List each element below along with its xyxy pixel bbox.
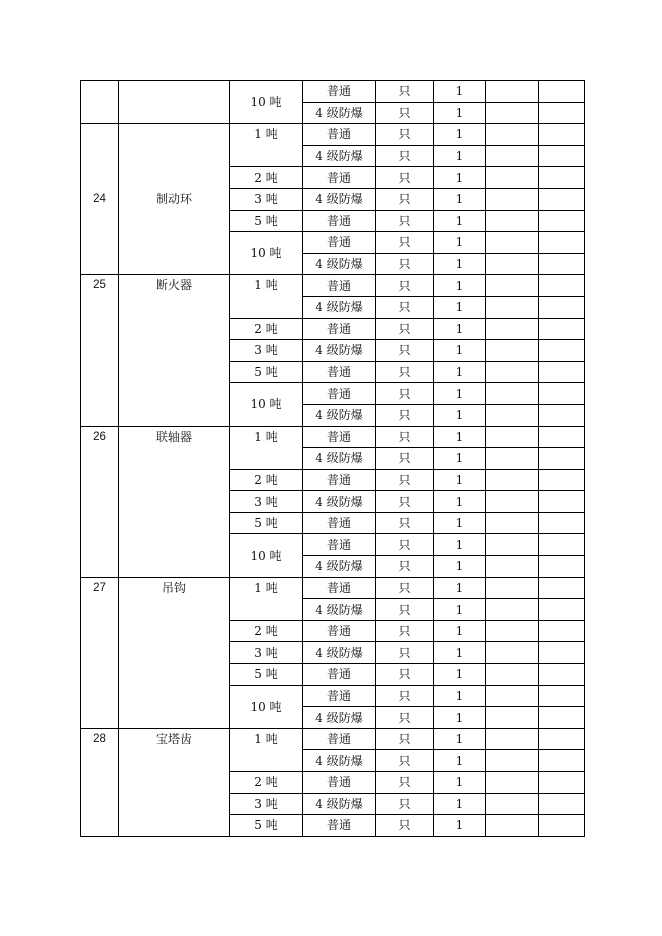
item-number-cell: 26 xyxy=(81,426,119,577)
empty-cell xyxy=(539,296,585,318)
item-name-cell: 联轴器 xyxy=(119,426,230,577)
type-cell: 普通 xyxy=(303,318,376,340)
item-number-cell xyxy=(81,81,119,124)
empty-cell xyxy=(539,728,585,750)
empty-cell xyxy=(486,404,539,426)
type-cell: 普通 xyxy=(303,512,376,534)
type-cell: 普通 xyxy=(303,469,376,491)
capacity-cell: 10 吨 xyxy=(230,685,303,728)
quantity-cell: 1 xyxy=(434,491,486,513)
empty-cell xyxy=(539,210,585,232)
quantity-cell: 1 xyxy=(434,620,486,642)
type-cell: 普通 xyxy=(303,620,376,642)
type-cell: 4 级防爆 xyxy=(303,404,376,426)
capacity-cell: 5 吨 xyxy=(230,664,303,686)
unit-cell: 只 xyxy=(376,232,434,254)
empty-cell xyxy=(486,577,539,599)
capacity-cell: 5 吨 xyxy=(230,512,303,534)
capacity-cell: 10 吨 xyxy=(230,232,303,275)
empty-cell xyxy=(539,750,585,772)
empty-cell xyxy=(486,664,539,686)
empty-cell xyxy=(486,750,539,772)
capacity-cell: 1 吨 xyxy=(230,426,303,469)
empty-cell xyxy=(539,577,585,599)
empty-cell xyxy=(486,318,539,340)
item-number-cell: 25 xyxy=(81,275,119,426)
capacity-cell: 1 吨 xyxy=(230,577,303,620)
unit-cell: 只 xyxy=(376,383,434,405)
capacity-cell: 2 吨 xyxy=(230,167,303,189)
type-cell: 4 级防爆 xyxy=(303,188,376,210)
capacity-cell: 10 吨 xyxy=(230,534,303,577)
capacity-cell: 2 吨 xyxy=(230,469,303,491)
unit-cell: 只 xyxy=(376,642,434,664)
unit-cell: 只 xyxy=(376,750,434,772)
table-body xyxy=(81,81,585,837)
quantity-cell: 1 xyxy=(434,145,486,167)
unit-cell: 只 xyxy=(376,145,434,167)
unit-cell: 只 xyxy=(376,404,434,426)
quantity-cell: 1 xyxy=(434,102,486,124)
type-cell: 4 级防爆 xyxy=(303,491,376,513)
table-row xyxy=(81,124,585,146)
type-cell: 普通 xyxy=(303,124,376,146)
quantity-cell: 1 xyxy=(434,318,486,340)
quantity-cell: 1 xyxy=(434,750,486,772)
type-cell: 4 级防爆 xyxy=(303,556,376,578)
empty-cell xyxy=(539,491,585,513)
empty-cell xyxy=(539,232,585,254)
unit-cell: 只 xyxy=(376,102,434,124)
capacity-cell: 2 吨 xyxy=(230,772,303,794)
quantity-cell: 1 xyxy=(434,707,486,729)
capacity-cell: 2 吨 xyxy=(230,318,303,340)
empty-cell xyxy=(486,448,539,470)
quantity-cell: 1 xyxy=(434,404,486,426)
unit-cell: 只 xyxy=(376,728,434,750)
table-row xyxy=(81,577,585,599)
capacity-cell: 3 吨 xyxy=(230,642,303,664)
quantity-cell: 1 xyxy=(434,253,486,275)
unit-cell: 只 xyxy=(376,167,434,189)
unit-cell: 只 xyxy=(376,599,434,621)
type-cell: 4 级防爆 xyxy=(303,102,376,124)
type-cell: 4 级防爆 xyxy=(303,145,376,167)
type-cell: 4 级防爆 xyxy=(303,448,376,470)
quantity-cell: 1 xyxy=(434,188,486,210)
type-cell: 4 级防爆 xyxy=(303,340,376,362)
type-cell: 普通 xyxy=(303,81,376,103)
empty-cell xyxy=(539,361,585,383)
capacity-cell: 3 吨 xyxy=(230,188,303,210)
type-cell: 普通 xyxy=(303,815,376,837)
type-cell: 4 级防爆 xyxy=(303,599,376,621)
empty-cell xyxy=(539,404,585,426)
empty-cell xyxy=(486,469,539,491)
empty-cell xyxy=(486,728,539,750)
empty-cell xyxy=(486,124,539,146)
empty-cell xyxy=(539,124,585,146)
empty-cell xyxy=(539,275,585,297)
type-cell: 普通 xyxy=(303,232,376,254)
empty-cell xyxy=(486,512,539,534)
empty-cell xyxy=(539,793,585,815)
quantity-cell: 1 xyxy=(434,556,486,578)
type-cell: 普通 xyxy=(303,426,376,448)
quantity-cell: 1 xyxy=(434,448,486,470)
empty-cell xyxy=(539,448,585,470)
empty-cell xyxy=(539,620,585,642)
quantity-cell: 1 xyxy=(434,772,486,794)
empty-cell xyxy=(486,599,539,621)
capacity-cell: 10 吨 xyxy=(230,383,303,426)
quantity-cell: 1 xyxy=(434,167,486,189)
quantity-cell: 1 xyxy=(434,426,486,448)
empty-cell xyxy=(486,793,539,815)
item-name-cell: 制动环 xyxy=(119,124,230,275)
empty-cell xyxy=(486,426,539,448)
capacity-cell: 3 吨 xyxy=(230,340,303,362)
unit-cell: 只 xyxy=(376,296,434,318)
quantity-cell: 1 xyxy=(434,210,486,232)
type-cell: 普通 xyxy=(303,275,376,297)
empty-cell xyxy=(539,469,585,491)
unit-cell: 只 xyxy=(376,685,434,707)
unit-cell: 只 xyxy=(376,772,434,794)
empty-cell xyxy=(539,534,585,556)
quantity-cell: 1 xyxy=(434,534,486,556)
empty-cell xyxy=(486,620,539,642)
empty-cell xyxy=(486,491,539,513)
type-cell: 普通 xyxy=(303,577,376,599)
quantity-cell: 1 xyxy=(434,815,486,837)
empty-cell xyxy=(539,167,585,189)
unit-cell: 只 xyxy=(376,340,434,362)
type-cell: 普通 xyxy=(303,383,376,405)
empty-cell xyxy=(486,534,539,556)
type-cell: 普通 xyxy=(303,772,376,794)
unit-cell: 只 xyxy=(376,815,434,837)
table-row xyxy=(81,275,585,297)
quantity-cell: 1 xyxy=(434,685,486,707)
type-cell: 普通 xyxy=(303,685,376,707)
empty-cell xyxy=(539,188,585,210)
quantity-cell: 1 xyxy=(434,577,486,599)
empty-cell xyxy=(486,210,539,232)
empty-cell xyxy=(539,145,585,167)
table-row xyxy=(81,81,585,103)
type-cell: 4 级防爆 xyxy=(303,707,376,729)
type-cell: 4 级防爆 xyxy=(303,793,376,815)
empty-cell xyxy=(486,642,539,664)
quantity-cell: 1 xyxy=(434,664,486,686)
empty-cell xyxy=(486,383,539,405)
empty-cell xyxy=(539,102,585,124)
empty-cell xyxy=(486,772,539,794)
item-name-cell: 吊钩 xyxy=(119,577,230,728)
quantity-cell: 1 xyxy=(434,383,486,405)
quantity-cell: 1 xyxy=(434,296,486,318)
capacity-cell: 1 吨 xyxy=(230,275,303,318)
unit-cell: 只 xyxy=(376,426,434,448)
unit-cell: 只 xyxy=(376,275,434,297)
quantity-cell: 1 xyxy=(434,512,486,534)
type-cell: 普通 xyxy=(303,534,376,556)
capacity-cell: 10 吨 xyxy=(230,81,303,124)
quantity-cell: 1 xyxy=(434,81,486,103)
quantity-cell: 1 xyxy=(434,642,486,664)
empty-cell xyxy=(486,253,539,275)
unit-cell: 只 xyxy=(376,577,434,599)
quantity-cell: 1 xyxy=(434,599,486,621)
item-number-cell: 27 xyxy=(81,577,119,728)
empty-cell xyxy=(486,707,539,729)
type-cell: 4 级防爆 xyxy=(303,750,376,772)
empty-cell xyxy=(539,664,585,686)
table-row xyxy=(81,728,585,750)
capacity-cell: 3 吨 xyxy=(230,793,303,815)
item-name-cell: 断火器 xyxy=(119,275,230,426)
capacity-cell: 1 吨 xyxy=(230,124,303,167)
unit-cell: 只 xyxy=(376,81,434,103)
empty-cell xyxy=(539,599,585,621)
capacity-cell: 5 吨 xyxy=(230,361,303,383)
item-name-cell: 宝塔齿 xyxy=(119,728,230,836)
empty-cell xyxy=(486,275,539,297)
type-cell: 4 级防爆 xyxy=(303,296,376,318)
item-number-cell: 24 xyxy=(81,124,119,275)
type-cell: 普通 xyxy=(303,728,376,750)
capacity-cell: 2 吨 xyxy=(230,620,303,642)
empty-cell xyxy=(539,685,585,707)
empty-cell xyxy=(486,361,539,383)
empty-cell xyxy=(486,685,539,707)
unit-cell: 只 xyxy=(376,361,434,383)
quantity-cell: 1 xyxy=(434,469,486,491)
empty-cell xyxy=(486,167,539,189)
quantity-cell: 1 xyxy=(434,340,486,362)
empty-cell xyxy=(539,426,585,448)
empty-cell xyxy=(486,102,539,124)
empty-cell xyxy=(539,815,585,837)
table-row xyxy=(81,426,585,448)
empty-cell xyxy=(539,383,585,405)
empty-cell xyxy=(486,815,539,837)
empty-cell xyxy=(486,232,539,254)
capacity-cell: 5 吨 xyxy=(230,815,303,837)
unit-cell: 只 xyxy=(376,620,434,642)
empty-cell xyxy=(486,556,539,578)
empty-cell xyxy=(539,707,585,729)
quantity-cell: 1 xyxy=(434,728,486,750)
unit-cell: 只 xyxy=(376,707,434,729)
unit-cell: 只 xyxy=(376,793,434,815)
unit-cell: 只 xyxy=(376,253,434,275)
unit-cell: 只 xyxy=(376,124,434,146)
parts-table xyxy=(80,80,585,837)
unit-cell: 只 xyxy=(376,318,434,340)
item-name-cell xyxy=(119,81,230,124)
quantity-cell: 1 xyxy=(434,232,486,254)
empty-cell xyxy=(539,512,585,534)
unit-cell: 只 xyxy=(376,448,434,470)
empty-cell xyxy=(539,81,585,103)
type-cell: 4 级防爆 xyxy=(303,253,376,275)
type-cell: 普通 xyxy=(303,167,376,189)
empty-cell xyxy=(486,145,539,167)
empty-cell xyxy=(539,253,585,275)
quantity-cell: 1 xyxy=(434,361,486,383)
quantity-cell: 1 xyxy=(434,275,486,297)
quantity-cell: 1 xyxy=(434,793,486,815)
type-cell: 普通 xyxy=(303,664,376,686)
capacity-cell: 1 吨 xyxy=(230,728,303,771)
empty-cell xyxy=(539,556,585,578)
type-cell: 4 级防爆 xyxy=(303,642,376,664)
empty-cell xyxy=(539,642,585,664)
item-number-cell: 28 xyxy=(81,728,119,836)
type-cell: 普通 xyxy=(303,210,376,232)
empty-cell xyxy=(486,296,539,318)
unit-cell: 只 xyxy=(376,469,434,491)
capacity-cell: 3 吨 xyxy=(230,491,303,513)
empty-cell xyxy=(486,188,539,210)
empty-cell xyxy=(539,318,585,340)
empty-cell xyxy=(539,772,585,794)
unit-cell: 只 xyxy=(376,210,434,232)
type-cell: 普通 xyxy=(303,361,376,383)
capacity-cell: 5 吨 xyxy=(230,210,303,232)
quantity-cell: 1 xyxy=(434,124,486,146)
empty-cell xyxy=(486,81,539,103)
unit-cell: 只 xyxy=(376,491,434,513)
unit-cell: 只 xyxy=(376,512,434,534)
unit-cell: 只 xyxy=(376,534,434,556)
unit-cell: 只 xyxy=(376,664,434,686)
unit-cell: 只 xyxy=(376,556,434,578)
empty-cell xyxy=(486,340,539,362)
empty-cell xyxy=(539,340,585,362)
unit-cell: 只 xyxy=(376,188,434,210)
